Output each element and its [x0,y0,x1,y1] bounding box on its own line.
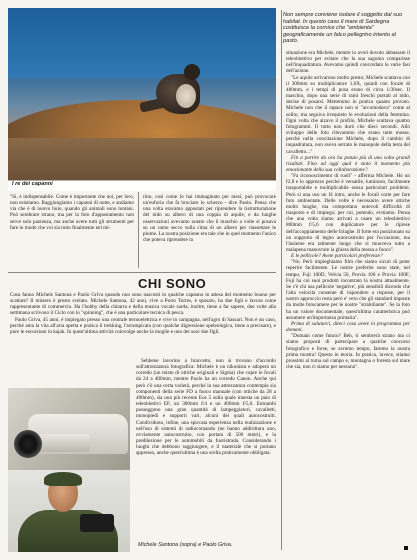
paragraph: situazione era Michele, mentre io avrei dovuto abbassare il teleobiettivo per evitare che la sua sagoma comparisse nell'inquadratura. Avevamo quindi concordato le varie fasi dell'azione. [286,50,410,75]
photographer-car-photo [8,388,130,470]
paragraph: "Domani come futuro? Beh, ti sembrerà strano ma ci siamo proposti di partecipare a qualche concorso fotografico e forse, se avremo tempo, faremo la nostra prima mostra! Questo in teoria. In pratica, invece, stiamo prossimi al torna sul campo e, montagna o foresta sul mare che sia, non ci siamo per nessuno". [286,333,410,370]
question: E le pellicole? Avete particolari preferenze? [291,253,383,260]
chi-sono-heading: CHI SONO [138,276,207,291]
paragraph: Sebbene lavorino a braccetto, non si trovano d'accordo sull'attrezzatura fotografica: Michele è un nikonista e adopera un corredo (un misto di ottiche originali e Sigma) che copre le focali da 24 a 400mm, mentre Paolo ha un corredo Canon. Anche qui però c'è una certa varietà, perché la sua attrezzatura contempla sia componenti della serie FD a fuoco manuale (con ottiche da 28 a 400mm), sia una più recente Eos 5 sulla quale innesta un paio di teleobiettivi EF, un 300mm f/4 e un 400mm f/5,6. Entrambi posseggono una gran quantità di lampeggiatori, cavalletti, monopiedi e supporti vari, alcuni dei quali autocostruiti. Condividono, infine, una spiccata esperienza nella realizzazione e nell'uso di sistemi di radiocomando (ne hanno addirittura uno, ovviamente autocostruito, con portata di 500 metri), e la predilezione per le automobili da fuoristrada. Considerando i luoghi che debbono raggiungere, e il materiale che si portano appresso, anche quest'ultima è una scelta praticamente obbligata. [136,358,276,457]
section-divider [8,272,276,273]
paragraph: Cosa fanno Michele Santona e Paolo Griva quando non sono nascosti in qualche capanno in attesa del momento buono per scattare? Il mistero è presto svelato. Michele Santona, 42 anni, vive a Porto Torres, è sposato, ha due figli e lavora come rappresentante di commercio. Ha l'hobby della chitarra e della musica vocale sarda; inoltre, tiene a far sapere, due volte alla settimana scrivono il Ciclo con lo "spinning", che è una particolare tecnica di pesca. [10,292,276,317]
paragraph: "Le aquile arrivarono molto presto; Michele scattava con il 300mm su moltiplicatore 1,6X, quindi con focale di 480mm, e i tempi di posa erano di circa 1/30sec. Il maschio, dopo una serie di rami freschi portati al nido, decise di posarsi. Mettemmo in pratica quanto provato. Michele non che il rapace non si "accomodava" come al solito, ma seguiva irrequieto le evoluzioni della femmina. Ogni volta che alzavo il profilo, Michele scattava quattro fotogrammi. Il tutto non durò che dieci secondi. Allo sviluppo delle foto rilevammo che erano tutte mosse, perché nella concitazione Michele, dopo il cambio di inquadratura, non aveva serrato le manopole della testa del cavalletto..." [286,74,410,155]
chi-sono-intro [10,292,276,335]
photographer-portrait-photo [8,470,130,552]
paragraph: rino, così come lo hai immaginato per mesi, può provocare un'euforia che fa bruciare lo scherzo - dice Paolo. Pensa che una volta eravamo appostati per riprendere la ristrutturazione del nido su albero di una coppia di aquile, e da lunghe osservazioni avevamo notato che il maschio a volte si posava su un ramo secco sulla cima di un albero per riassettare le piume. La nostra posizione era tale che in quel momento l'unico che poteva riprendere la [143,194,276,244]
paragraph: "Fa riconoscimento di ruoli" - afferma Michele. Ho un f2,8 e lo apprezzo perché è versatile, luminoso, facilmente trasportabile e moltiplicabile senza particolari problemi. Però si una uso un f4 intro, anche le focali corte per fare foto ambientate. Delle volte è necessario avere ottiche molto lunghe, ma comportano notevoli difficoltà di trasporto e di impiego; per cui, potendo, evitiamo. Pensa che una volta siamo arrivati a usare un teleobiettivo 800mm f/5,6 con duplicatore per le riprese dell'accoppiamento delle folaghe. Il forte era posizionato su un supporto di legno autocostruito per l'occasione, ma l'insieme era talmente lungo che si muoveva tutto a malapena manovrare la ghiera della messa a fuoco". [286,173,410,253]
chi-sono-equipment [136,358,276,457]
question: Fin a partire da ora ha potuto più di una volta grandi risultati. Fino ad oggi qual è stato il momento più emozionante della sua collaborazione? [286,154,410,173]
section-label: I re dei capanni [12,181,53,187]
photo-caption: Non sempre conviene isolare il soggetto dal suo habitat. In questo caso il mare di Sardegna costituisce la cornice che "ambienta" geograficamente un falco pellegrino intento al pasto. [283,12,403,45]
article-column-3 [286,50,410,370]
paragraph: Paolo Griva, 45 anni, è impiegato presso una centrale termoelettrica e vive in campagna, nell'agro di Sassari. Non è un caso, perché ama la vita all'aria aperta e pratica il trekking, l'arrampicata (con qualche digressione speleologica, tiene a precisare), e pure le escursioni in kajak. In quest'ultima attività coinvolge anche la moglie e uno dei suoi due figli. [10,316,276,335]
paragraph: "No. Però impieghiamo film che siamo sicuri di poter reperire facilmente. Le nostre preferite sono state, nel tempo, Fuji 100D, Velvia 50, Provia 100 e Provia 100F; Fuji ha coi suoi prodotti incontrato la nostra attualmente. Se c'è chi usa pellicole 'negative', più sensibili dicendo che l'alta velocità consente di rispondere a risposte, per il nostro approccio resta però e' vero che gli standard imposte da molte fotocamere per le nostre "strabiliante". Se la foto ha un valore documentale, quest'ultima caratteristica può assumere un'importanza primaria". [286,259,410,321]
column-divider [138,192,139,268]
article-column-1 [10,194,134,231]
question: Prima di salutarci, diteci cosa avete in programma per domani. [286,320,410,334]
paragraph: "Sì, è indispensabile. Come è importante che noi, per loro, non esistiamo. Raggiungiamo i capanni di notte, e andiamo via che è di nuovo buio, quando gli animali sono lontani. Può sembrare strano, ma per la foto d'appostamento non serve solo pazienza, ma anche avere tutti gli strumenti per fare in modo che voi sia tutto finalmente nel mi- [10,194,134,231]
column-divider [281,10,282,550]
photo-credit: Michele Santona (sopra) e Paolo Griva. [138,542,233,548]
end-of-article-mark [404,546,408,550]
falcon-photo [8,8,276,180]
article-column-2 [143,194,276,243]
